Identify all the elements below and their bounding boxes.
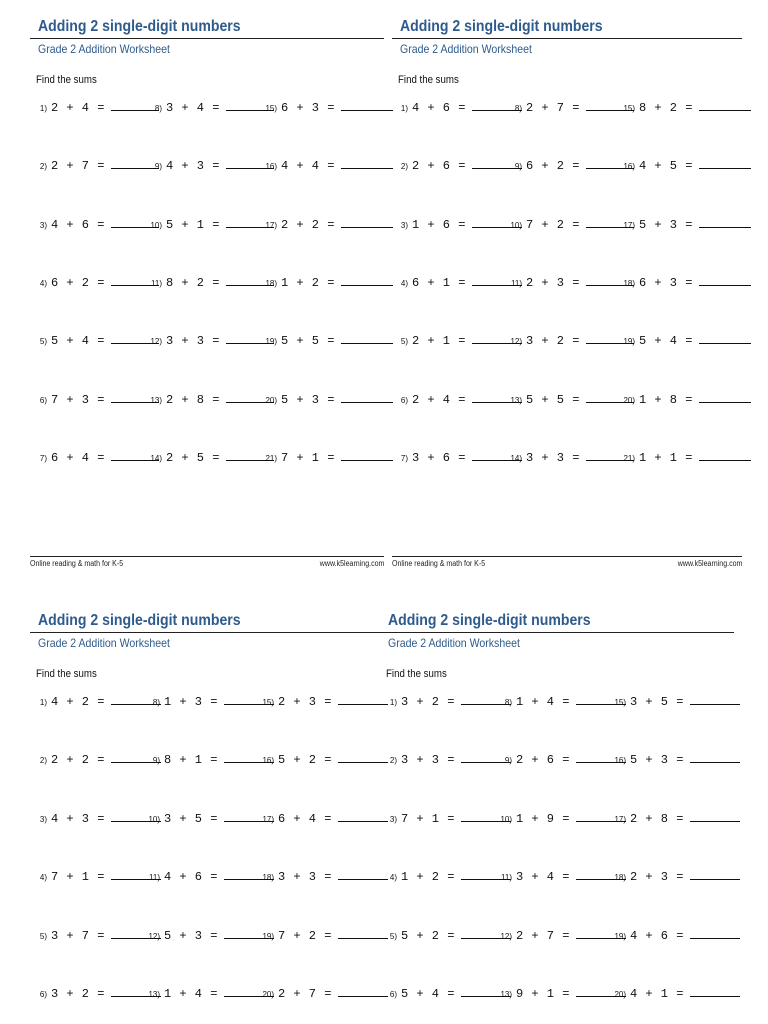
title-underline — [392, 38, 742, 39]
problem — [35, 752, 161, 767]
problem — [35, 986, 161, 1001]
problem — [396, 217, 522, 232]
problem-number: 17) — [623, 220, 635, 230]
problem — [500, 986, 626, 1001]
problem — [262, 928, 388, 943]
problem-number: 20) — [262, 990, 274, 999]
footer-rule — [392, 556, 742, 557]
answer-blank[interactable] — [341, 217, 393, 228]
problem — [396, 392, 522, 407]
problem-number: 2) — [39, 756, 47, 766]
problem-number: 18) — [262, 873, 274, 883]
problem-number: 13) — [150, 395, 162, 405]
problem-number: 1) — [39, 104, 47, 113]
problem-number: 16) — [614, 756, 626, 766]
worksheet-title: Adding 2 single-digit numbers — [38, 612, 241, 629]
problem-expression: 5 + 2 = — [278, 753, 332, 768]
problem — [148, 752, 274, 767]
answer-blank[interactable] — [338, 694, 388, 705]
problem-expression: 2 + 5 = — [166, 450, 220, 465]
problem — [262, 811, 388, 826]
problem-number: 7) — [400, 453, 408, 463]
problem-number: 1) — [39, 698, 47, 707]
problem-expression: 9 + 1 = — [516, 987, 570, 1001]
problem-number: 10) — [150, 220, 162, 230]
problem-number: 9) — [514, 162, 522, 172]
answer-blank[interactable] — [699, 275, 751, 286]
problem-number: 5) — [39, 931, 47, 941]
problem — [614, 928, 740, 943]
problem — [500, 811, 626, 826]
problem-number: 3) — [389, 814, 397, 824]
problem — [623, 158, 751, 173]
problem-number: 3) — [400, 220, 408, 230]
problem — [150, 158, 274, 173]
worksheet-subtitle: Grade 2 Addition Worksheet — [38, 42, 170, 56]
problem-number: 16) — [265, 162, 277, 172]
problem — [500, 869, 626, 884]
problem — [265, 333, 393, 348]
problem-expression: 3 + 2 = — [526, 334, 580, 349]
problem — [623, 333, 751, 348]
problem — [35, 450, 159, 465]
problem-number: 5) — [400, 337, 408, 347]
problem — [265, 275, 393, 290]
problem-number: 8) — [152, 698, 160, 707]
problem-expression: 2 + 3 = — [526, 275, 580, 290]
answer-blank[interactable] — [699, 450, 751, 461]
problem-expression: 6 + 3 = — [281, 101, 335, 115]
problem — [262, 752, 388, 767]
problem-number: 4) — [39, 873, 47, 883]
problem-number: 12) — [510, 337, 522, 347]
problem — [35, 869, 161, 884]
problem-number: 13) — [500, 990, 512, 999]
instructions: Find the sums — [36, 668, 97, 680]
problem-number: 6) — [39, 990, 47, 999]
problem-number: 11) — [149, 873, 160, 883]
problem-expression: 3 + 7 = — [51, 928, 105, 943]
problem-expression: 3 + 2 = — [51, 987, 105, 1001]
problem-number: 9) — [152, 756, 160, 766]
problem-number: 7) — [39, 453, 47, 463]
problem-number: 4) — [39, 278, 47, 288]
problem-expression: 5 + 3 = — [639, 217, 693, 232]
problem — [385, 752, 511, 767]
problem-number: 16) — [262, 756, 274, 766]
answer-blank[interactable] — [690, 869, 740, 880]
problem-expression: 6 + 2 = — [526, 159, 580, 174]
answer-blank[interactable] — [338, 811, 388, 822]
problem-expression: 2 + 2 = — [51, 753, 105, 768]
problem-expression: 4 + 3 = — [51, 811, 105, 826]
problem — [385, 986, 511, 1001]
problem-number: 17) — [262, 814, 274, 824]
problem-expression: 1 + 9 = — [516, 811, 570, 826]
problem-expression: 3 + 4 = — [516, 870, 570, 885]
problem-expression: 2 + 7 = — [526, 101, 580, 115]
problem-number: 5) — [389, 931, 397, 941]
problem-number: 8) — [514, 104, 522, 113]
problem-number: 15) — [265, 104, 277, 113]
problem-expression: 2 + 4 = — [412, 392, 466, 407]
problem — [500, 694, 626, 709]
problem-expression: 1 + 4 = — [164, 987, 218, 1001]
answer-blank[interactable] — [338, 986, 388, 997]
problem-expression: 3 + 5 = — [630, 695, 684, 709]
problem — [614, 752, 740, 767]
footer-rule — [30, 556, 384, 557]
problem — [500, 928, 626, 943]
problem — [396, 333, 522, 348]
problem-expression: 3 + 2 = — [401, 695, 455, 709]
problem-number: 16) — [623, 162, 635, 172]
problem — [150, 275, 274, 290]
problem-expression: 6 + 4 = — [278, 811, 332, 826]
problem — [510, 100, 634, 115]
problem-number: 10) — [500, 814, 512, 824]
problem-expression: 4 + 1 = — [630, 987, 684, 1001]
problem-number: 20) — [623, 395, 635, 405]
problem-expression: 7 + 1 = — [401, 811, 455, 826]
problem — [148, 869, 274, 884]
problem-number: 18) — [265, 278, 277, 288]
problem-expression: 7 + 2 = — [278, 928, 332, 943]
answer-blank[interactable] — [341, 450, 393, 461]
problem — [510, 217, 634, 232]
problem-expression: 2 + 8 = — [630, 811, 684, 826]
problem-expression: 1 + 2 = — [281, 275, 335, 290]
problem-number: 3) — [39, 220, 47, 230]
problem-expression: 3 + 4 = — [166, 101, 220, 115]
problem — [510, 275, 634, 290]
problem-expression: 7 + 2 = — [526, 217, 580, 232]
problem — [35, 158, 159, 173]
problem-number: 20) — [614, 990, 626, 999]
answer-blank[interactable] — [699, 217, 751, 228]
answer-blank[interactable] — [690, 986, 740, 997]
problem — [265, 100, 393, 115]
problem — [510, 158, 634, 173]
problem — [396, 275, 522, 290]
answer-blank[interactable] — [341, 275, 393, 286]
answer-blank[interactable] — [690, 694, 740, 705]
problem-expression: 2 + 7 = — [51, 159, 105, 174]
problem-number: 12) — [150, 337, 162, 347]
problem-number: 21) — [265, 453, 277, 463]
problem-expression: 3 + 3 = — [278, 870, 332, 885]
worksheet-subtitle: Grade 2 Addition Worksheet — [400, 42, 532, 56]
problem-expression: 5 + 3 = — [630, 753, 684, 768]
problem-expression: 3 + 3 = — [526, 450, 580, 465]
title-underline — [30, 38, 384, 39]
worksheet-title: Adding 2 single-digit numbers — [38, 18, 241, 35]
problem-number: 19) — [623, 337, 635, 347]
instructions: Find the sums — [386, 668, 447, 680]
problem — [614, 986, 740, 1001]
problem — [35, 100, 159, 115]
problem-number: 17) — [614, 814, 626, 824]
problem-expression: 4 + 4 = — [281, 159, 335, 174]
answer-blank[interactable] — [338, 928, 388, 939]
problem-expression: 1 + 3 = — [164, 695, 218, 709]
problem — [265, 392, 393, 407]
problem-expression: 3 + 3 = — [166, 334, 220, 349]
problem — [385, 694, 511, 709]
problem — [623, 450, 751, 465]
problem — [510, 450, 634, 465]
footer-left-text: Online reading & math for K-5 — [30, 559, 124, 568]
problem — [148, 694, 274, 709]
problem — [623, 217, 751, 232]
problem — [385, 928, 511, 943]
problem-number: 5) — [39, 337, 47, 347]
problem-number: 11) — [501, 873, 512, 883]
footer-left-text: Online reading & math for K-5 — [392, 559, 486, 568]
problem-expression: 8 + 2 = — [639, 101, 693, 115]
problem — [35, 811, 161, 826]
problem-expression: 1 + 6 = — [412, 217, 466, 232]
problem-expression: 2 + 2 = — [281, 217, 335, 232]
problem — [623, 392, 751, 407]
problem — [148, 986, 274, 1001]
problem — [35, 275, 159, 290]
problem — [265, 158, 393, 173]
problem-number: 14) — [510, 453, 522, 463]
problem-expression: 5 + 1 = — [166, 217, 220, 232]
problem — [35, 928, 161, 943]
problem-number: 9) — [504, 756, 512, 766]
problem-number: 19) — [614, 931, 626, 941]
problem-expression: 5 + 5 = — [281, 334, 335, 349]
problem — [396, 158, 522, 173]
answer-blank[interactable] — [699, 333, 751, 344]
problem-expression: 5 + 4 = — [639, 334, 693, 349]
answer-blank[interactable] — [341, 100, 393, 111]
problem-number: 8) — [504, 698, 512, 707]
problem-number: 15) — [614, 698, 626, 707]
problem — [500, 752, 626, 767]
problem-number: 1) — [400, 104, 408, 113]
problem-number: 3) — [39, 814, 47, 824]
problem — [262, 694, 388, 709]
problem-expression: 4 + 2 = — [51, 695, 105, 709]
problem — [150, 450, 274, 465]
problem-expression: 2 + 3 = — [278, 695, 332, 709]
problem-expression: 3 + 3 = — [401, 753, 455, 768]
answer-blank[interactable] — [341, 333, 393, 344]
problem — [35, 217, 159, 232]
problem-number: 14) — [150, 453, 162, 463]
problem-number: 2) — [400, 162, 408, 172]
worksheet-title: Adding 2 single-digit numbers — [388, 612, 591, 629]
problem — [396, 450, 522, 465]
problem-number: 21) — [623, 453, 635, 463]
answer-blank[interactable] — [338, 752, 388, 763]
title-underline — [30, 632, 380, 633]
problem-number: 6) — [39, 395, 47, 405]
problem-expression: 5 + 5 = — [526, 392, 580, 407]
problem — [385, 869, 511, 884]
problem — [510, 392, 634, 407]
problem-number: 19) — [265, 337, 277, 347]
answer-blank[interactable] — [690, 752, 740, 763]
problem-number: 2) — [39, 162, 47, 172]
answer-blank[interactable] — [690, 928, 740, 939]
problem-expression: 2 + 6 = — [412, 159, 466, 174]
problem-expression: 7 + 1 = — [51, 870, 105, 885]
problem — [396, 100, 522, 115]
problem-expression: 2 + 6 = — [516, 753, 570, 768]
problem-expression: 3 + 6 = — [412, 450, 466, 465]
problem-number: 10) — [510, 220, 522, 230]
problem-number: 2) — [389, 756, 397, 766]
instructions: Find the sums — [36, 74, 97, 86]
problem-expression: 1 + 2 = — [401, 870, 455, 885]
problem-expression: 5 + 2 = — [401, 928, 455, 943]
problem — [262, 869, 388, 884]
problem-number: 20) — [265, 395, 277, 405]
problem-expression: 4 + 6 = — [51, 217, 105, 232]
problem — [510, 333, 634, 348]
answer-blank[interactable] — [690, 811, 740, 822]
problem-number: 6) — [400, 395, 408, 405]
problem — [148, 928, 274, 943]
problem-expression: 5 + 3 = — [281, 392, 335, 407]
problem-expression: 4 + 3 = — [166, 159, 220, 174]
footer-url: www.k5learning.com — [677, 559, 742, 568]
problem-number: 12) — [148, 931, 160, 941]
problem-expression: 2 + 7 = — [278, 987, 332, 1001]
answer-blank[interactable] — [699, 158, 751, 169]
problem-expression: 6 + 1 = — [412, 275, 466, 290]
problem-number: 6) — [389, 990, 397, 999]
problem — [150, 100, 274, 115]
problem — [385, 811, 511, 826]
problem-expression: 1 + 8 = — [639, 392, 693, 407]
problem — [623, 275, 751, 290]
problem-expression: 4 + 6 = — [412, 101, 466, 115]
problem — [265, 450, 393, 465]
title-underline — [380, 632, 734, 633]
answer-blank[interactable] — [699, 392, 751, 403]
problem-expression: 1 + 1 = — [639, 450, 693, 465]
problem-number: 4) — [400, 278, 408, 288]
answer-blank[interactable] — [341, 392, 393, 403]
footer-url: www.k5learning.com — [319, 559, 384, 568]
problem-expression: 4 + 5 = — [639, 159, 693, 174]
problem-number: 4) — [389, 873, 397, 883]
problem-number: 11) — [511, 278, 522, 288]
problem-expression: 2 + 1 = — [412, 334, 466, 349]
problem — [614, 811, 740, 826]
problem-expression: 8 + 2 = — [166, 275, 220, 290]
problem-expression: 5 + 4 = — [401, 987, 455, 1001]
problem-expression: 6 + 4 = — [51, 450, 105, 465]
problem-number: 19) — [262, 931, 274, 941]
problem — [35, 392, 159, 407]
problem — [265, 217, 393, 232]
problem-number: 9) — [154, 162, 162, 172]
problem-expression: 5 + 4 = — [51, 334, 105, 349]
problem-expression: 6 + 3 = — [639, 275, 693, 290]
problem-expression: 4 + 6 = — [164, 870, 218, 885]
instructions: Find the sums — [398, 74, 459, 86]
problem-expression: 2 + 8 = — [166, 392, 220, 407]
worksheet-subtitle: Grade 2 Addition Worksheet — [388, 636, 520, 650]
problem-expression: 6 + 2 = — [51, 275, 105, 290]
problem — [148, 811, 274, 826]
problem — [614, 694, 740, 709]
problem-number: 13) — [510, 395, 522, 405]
problem-number: 15) — [623, 104, 635, 113]
problem-expression: 2 + 7 = — [516, 928, 570, 943]
problem-number: 8) — [154, 104, 162, 113]
problem — [614, 869, 740, 884]
problem — [35, 694, 161, 709]
problem-expression: 7 + 1 = — [281, 450, 335, 465]
problem-number: 12) — [500, 931, 512, 941]
answer-blank[interactable] — [341, 158, 393, 169]
problem — [262, 986, 388, 1001]
problem — [150, 333, 274, 348]
problem-number: 15) — [262, 698, 274, 707]
problem — [150, 217, 274, 232]
answer-blank[interactable] — [338, 869, 388, 880]
problem-number: 10) — [148, 814, 160, 824]
problem-expression: 3 + 5 = — [164, 811, 218, 826]
problem-expression: 4 + 6 = — [630, 928, 684, 943]
problem-number: 18) — [614, 873, 626, 883]
worksheet-subtitle: Grade 2 Addition Worksheet — [38, 636, 170, 650]
problem — [623, 100, 751, 115]
problem-number: 1) — [389, 698, 397, 707]
problem-number: 13) — [148, 990, 160, 999]
answer-blank[interactable] — [699, 100, 751, 111]
problem-number: 18) — [623, 278, 635, 288]
worksheet-title: Adding 2 single-digit numbers — [400, 18, 603, 35]
problem — [150, 392, 274, 407]
problem-expression: 7 + 3 = — [51, 392, 105, 407]
problem-expression: 5 + 3 = — [164, 928, 218, 943]
problem-expression: 8 + 1 = — [164, 753, 218, 768]
problem-expression: 2 + 3 = — [630, 870, 684, 885]
problem-number: 11) — [151, 278, 162, 288]
problem — [35, 333, 159, 348]
problem-expression: 2 + 4 = — [51, 101, 105, 115]
problem-number: 17) — [265, 220, 277, 230]
problem-expression: 1 + 4 = — [516, 695, 570, 709]
